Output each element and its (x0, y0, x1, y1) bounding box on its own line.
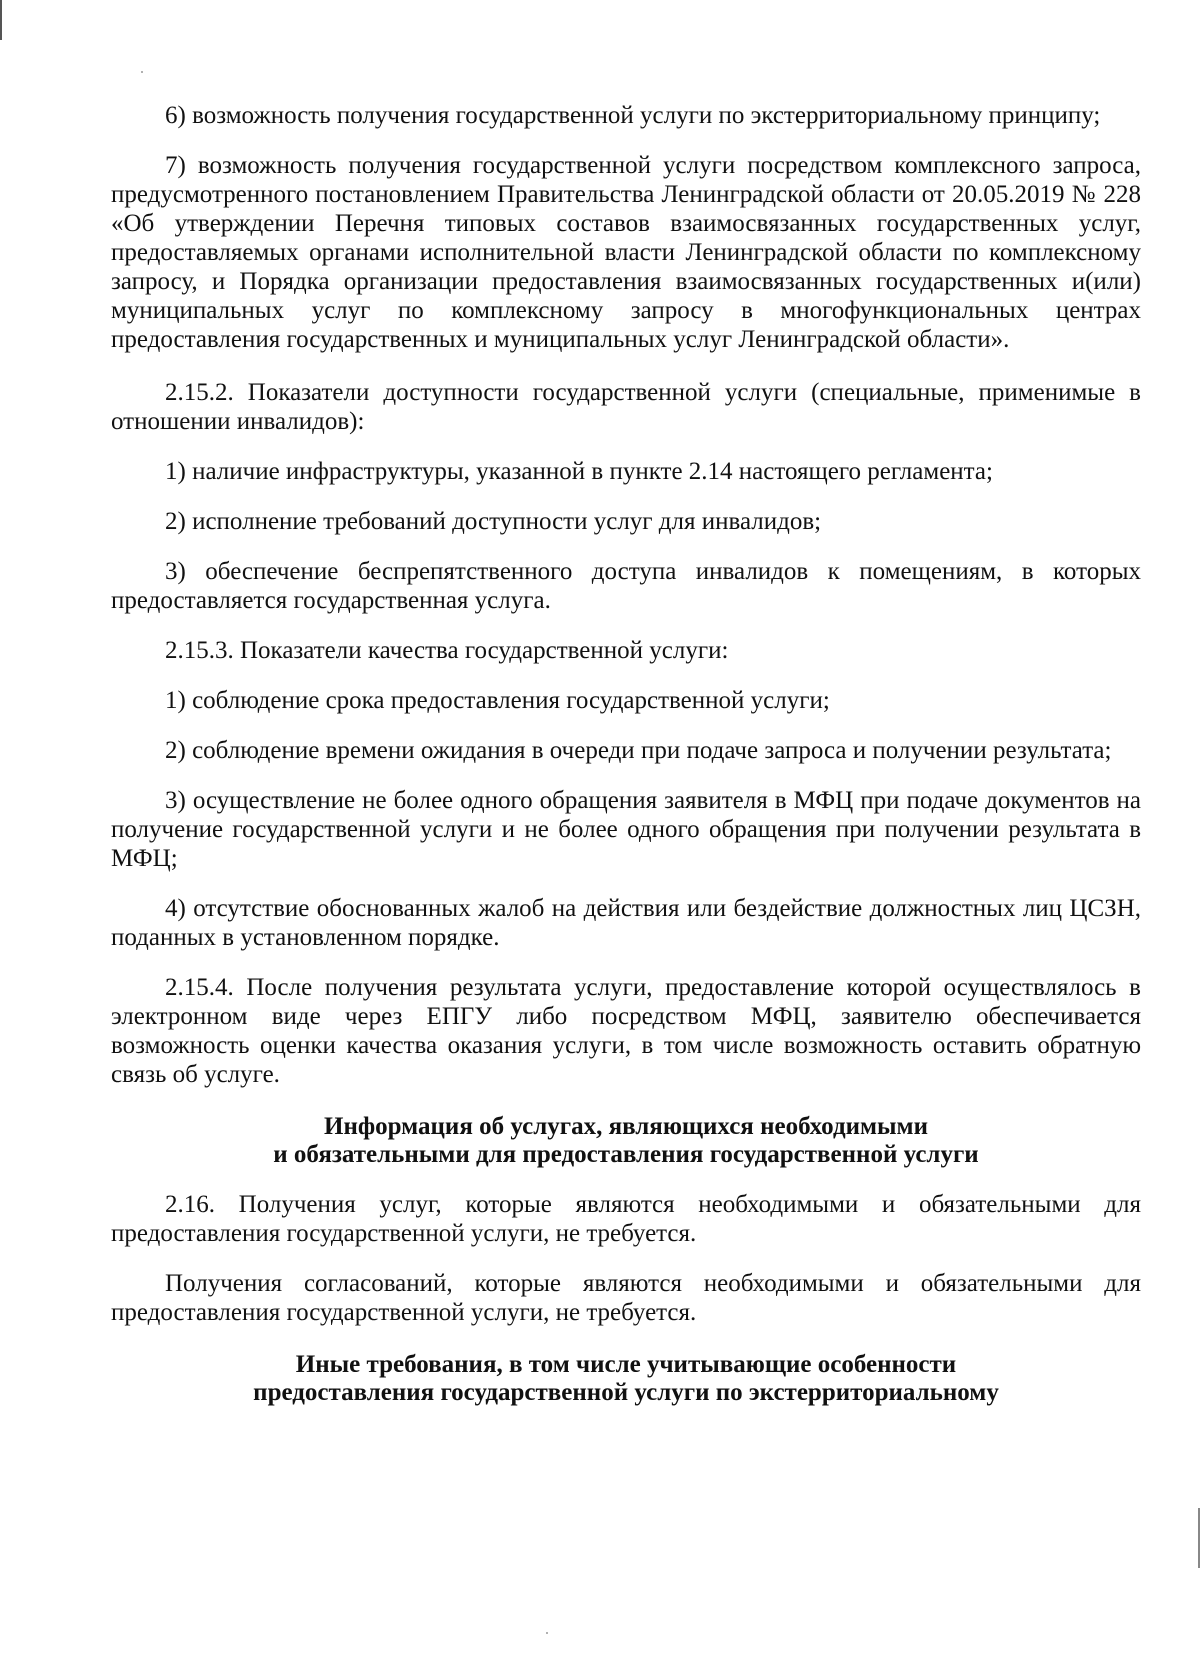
scan-speck (546, 1632, 548, 1634)
heading-line: и обязательными для предоставления государственной услуги (273, 1141, 979, 1168)
section-heading-other-requirements (111, 1351, 1141, 1407)
scan-edge-mark (0, 0, 2, 40)
paragraph-2-15-3-item-1: 1) соблюдение срока предоставления государственной услуги; (165, 687, 830, 714)
paragraph-item-7: 7) возможность получения государственной услуги посредством комплексного запроса, предусмотренного постановлением Правительства Ленинградской области от 20.05.2019 № 228 «Об утверждении Перечня типовых составов взаимосвязанных государственных услуг, предоставляемых органами исполнительной власти Ленинградской области по комплексному запросу, и Порядка организации предоставления взаимосвязанных государственных и(или) муниципальных услуг по комплексному запросу в многофункциональных центрах предоставления государственных и муниципальных услуг Ленинградской области». (111, 152, 1141, 353)
paragraph-2-16: 2.16. Получения услуг, которые являются необходимыми и обязательными для предоставления государственной услуги, не требуется. (111, 1191, 1141, 1247)
paragraph-approvals: Получения согласований, которые являются необходимыми и обязательными для предоставления государственной услуги, не требуется. (111, 1270, 1141, 1326)
section-heading-required-services (111, 1113, 1141, 1169)
paragraph-2-15-3-item-3: 3) осуществление не более одного обращения заявителя в МФЦ при подаче документов на получение государственной услуги и не более одного обращения при получении результата в МФЦ; (111, 787, 1141, 872)
paragraph-2-15-3: 2.15.3. Показатели качества государственной услуги: (165, 637, 729, 664)
document-body (111, 101, 1141, 1428)
paragraph-2-15-3-item-4: 4) отсутствие обоснованных жалоб на действия или бездействие должностных лиц ЦСЗН, поданных в установленном порядке. (111, 895, 1141, 951)
paragraph-2-15-3-item-2: 2) соблюдение времени ожидания в очереди при подаче запроса и получении результата; (165, 737, 1112, 764)
heading-line: Иные требования, в том числе учитывающие особенности (295, 1351, 957, 1378)
heading-line: предоставления государственной услуги по экстерриториальному (253, 1379, 999, 1406)
paragraph-item-6: 6) возможность получения государственной услуги по экстерриториальному принципу; (165, 102, 1101, 129)
heading-line: Информация об услугах, являющихся необходимыми (324, 1113, 928, 1140)
paragraph-2-15-2-item-1: 1) наличие инфраструктуры, указанной в пункте 2.14 настоящего регламента; (165, 458, 993, 485)
paragraph-2-15-2-item-2: 2) исполнение требований доступности услуг для инвалидов; (165, 508, 822, 535)
paragraph-2-15-2-item-3: 3) обеспечение беспрепятственного доступа инвалидов к помещениям, в которых предоставляется государственная услуга. (111, 558, 1141, 614)
paragraph-2-15-2: 2.15.2. Показатели доступности государственной услуги (специальные, применимые в отношении инвалидов): (111, 379, 1141, 435)
paragraph-2-15-4: 2.15.4. После получения результата услуги, предоставление которой осуществлялось в электронном виде через ЕПГУ либо посредством МФЦ, заявителю обеспечивается возможность оценки качества оказания услуги, в том числе возможность оставить обратную связь об услуге. (111, 974, 1141, 1088)
scan-speck (141, 71, 143, 73)
